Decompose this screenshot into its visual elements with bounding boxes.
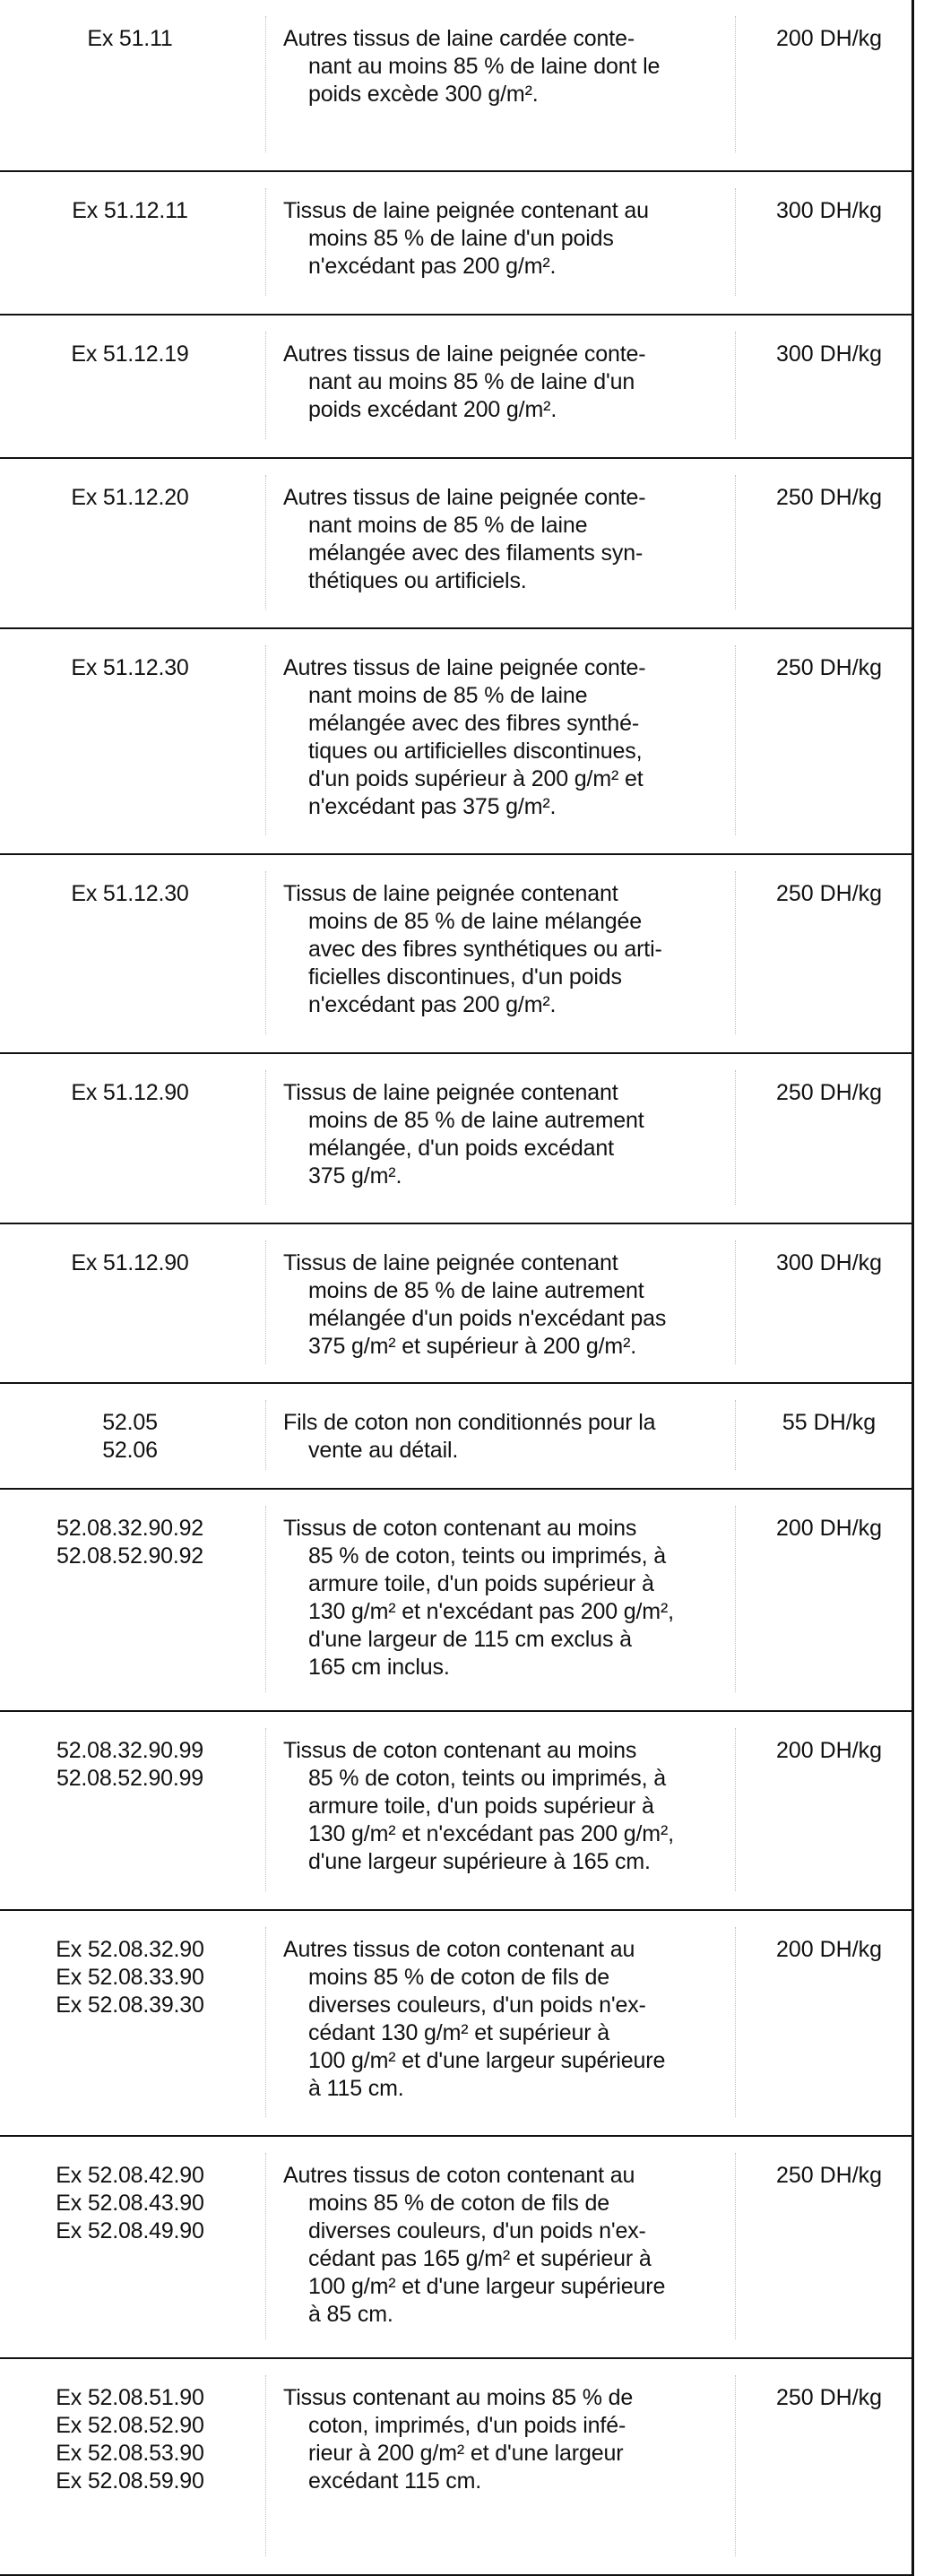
description-line: moins de 85 % de laine mélangée [308,909,642,934]
table-row [0,1712,911,1911]
product-description [283,1515,716,1681]
description-line: Tissus de coton contenant au moins [283,1516,637,1541]
description-line: 130 g/m² et n'excédant pas 200 g/m², [308,1599,674,1624]
table-row [0,2359,911,2576]
product-description [283,2162,716,2329]
description-line: Tissus de laine peignée contenant au [283,198,649,223]
table-row [0,1054,911,1224]
description-line: d'une largeur de 115 cm exclus à [308,1627,632,1652]
tariff-code: Ex 51.12.19 [71,341,189,367]
column-divider [735,2153,737,2339]
description-line: 85 % de coton, teints ou imprimés, à [308,1543,666,1569]
column-divider [265,871,267,1034]
tariff-code: Ex 52.08.51.90 Ex 52.08.52.90 Ex 52.08.53.90 Ex 52.08.59.90 [56,2385,204,2494]
tariff-code: 52.08.32.90.99 52.08.52.90.99 [56,1738,204,1791]
column-divider [265,1400,267,1470]
duty-rate: 300 DH/kg [775,341,883,367]
description-line: nant moins de 85 % de laine [308,683,588,708]
duty-rate: 300 DH/kg [775,198,883,223]
description-line: Autres tissus de laine peignée conte- [283,655,646,680]
description-line: 100 g/m² et d'une largeur supérieure [308,2274,666,2299]
tariff-code: Ex 51.12.11 [72,198,188,223]
table-row [0,0,911,172]
description-line: armure toile, d'un poids supérieur à [308,1794,654,1819]
description-line: excédant 115 cm. [308,2468,482,2494]
description-line: diverses couleurs, d'un poids n'ex- [308,2218,646,2243]
table-row [0,1911,911,2137]
column-divider [735,1506,737,1692]
description-line: mélangée d'un poids n'excédant pas [308,1306,667,1331]
description-line: 100 g/m² et d'une largeur supérieure [308,2048,666,2073]
column-divider [735,475,737,609]
description-line: Autres tissus de laine peignée conte- [283,485,646,510]
description-line: n'excédant pas 200 g/m². [308,254,557,279]
table-row [0,629,911,855]
description-line: n'excédant pas 200 g/m². [308,992,557,1017]
column-divider [735,871,737,1034]
description-line: 375 g/m² et supérieur à 200 g/m². [308,1334,637,1359]
product-description [283,1936,716,2103]
description-line: mélangée avec des fibres synthé- [308,711,640,736]
tariff-code: Ex 52.08.32.90 Ex 52.08.33.90 Ex 52.08.39.30 [56,1937,204,2018]
description-line: cédant 130 g/m² et supérieur à [308,2020,609,2045]
product-description [283,2384,716,2495]
description-line: Tissus de coton contenant au moins [283,1738,637,1763]
description-line: cédant pas 165 g/m² et supérieur à [308,2246,652,2271]
product-description [283,25,716,108]
tariff-code: 52.05 52.06 [102,1410,158,1463]
description-line: Tissus de laine peignée contenant [283,881,618,906]
column-divider [735,1927,737,2117]
column-divider [265,645,267,835]
description-line: vente au détail. [308,1438,459,1463]
column-divider [265,2153,267,2339]
tariff-code: Ex 52.08.42.90 Ex 52.08.43.90 Ex 52.08.49.90 [56,2163,204,2243]
description-line: Autres tissus de coton contenant au [283,1937,635,1962]
description-line: Autres tissus de laine peignée conte- [283,341,646,367]
description-line: nant moins de 85 % de laine [308,513,588,538]
product-description [283,1409,716,1465]
column-divider [735,1400,737,1470]
column-divider [735,1728,737,1891]
column-divider [265,332,267,439]
duty-rate: 200 DH/kg [775,1738,883,1763]
column-divider [265,1728,267,1891]
description-line: 375 g/m². [308,1163,402,1189]
column-divider [735,645,737,835]
description-line: 85 % de coton, teints ou imprimés, à [308,1766,666,1791]
table-row [0,459,911,629]
description-line: rieur à 200 g/m² et d'une largeur [308,2441,624,2466]
product-description [283,1249,716,1361]
column-divider [265,1927,267,2117]
description-line: nant au moins 85 % de laine dont le [308,54,661,79]
duty-rate: 200 DH/kg [775,1516,883,1541]
duty-rate: 250 DH/kg [775,655,883,680]
column-divider [735,188,737,296]
duty-rate: 250 DH/kg [775,485,883,510]
description-line: mélangée avec des filaments syn- [308,540,644,566]
description-line: avec des fibres synthétiques ou arti- [308,937,662,962]
column-divider [265,475,267,609]
column-divider [735,16,737,152]
table-row [0,1224,911,1384]
product-description [283,484,716,595]
table-row [0,1490,911,1712]
description-line: d'un poids supérieur à 200 g/m² et [308,766,644,791]
description-line: à 85 cm. [308,2302,393,2327]
description-line: ficielles discontinues, d'un poids [308,964,622,990]
duty-rate: 300 DH/kg [775,1250,883,1275]
tariff-code: Ex 51.12.20 [71,485,189,510]
description-line: poids excédant 200 g/m². [308,397,557,422]
table-row [0,855,911,1054]
description-line: d'une largeur supérieure à 165 cm. [308,1849,651,1874]
column-divider [735,2375,737,2556]
column-divider [265,16,267,152]
column-divider [265,1506,267,1692]
table-row [0,2137,911,2359]
table-row [0,172,911,316]
description-line: moins 85 % de laine d'un poids [308,226,614,251]
tariff-code: Ex 51.12.90 [71,1250,189,1275]
column-divider [265,188,267,296]
description-line: mélangée, d'un poids excédant [308,1136,614,1161]
description-line: Tissus de laine peignée contenant [283,1250,618,1275]
column-divider [735,332,737,439]
table-row [0,316,911,459]
description-line: Tissus de laine peignée contenant [283,1080,618,1105]
description-line: coton, imprimés, d'un poids infé- [308,2413,626,2438]
tariff-code: Ex 51.11 [87,26,173,51]
description-line: moins de 85 % de laine autrement [308,1108,644,1133]
column-divider [265,1070,267,1205]
column-divider [265,2375,267,2556]
tariff-code: Ex 51.12.30 [71,655,189,680]
description-line: Fils de coton non conditionnés pour la [283,1410,656,1435]
product-description [283,341,716,424]
description-line: moins de 85 % de laine autrement [308,1278,644,1303]
duty-rate: 250 DH/kg [775,2385,883,2410]
column-divider [735,1070,737,1205]
duty-rate: 200 DH/kg [775,26,883,51]
table-row [0,1384,911,1490]
description-line: armure toile, d'un poids supérieur à [308,1571,654,1596]
product-description [283,197,716,281]
tariff-code: Ex 51.12.90 [71,1080,189,1105]
duty-rate: 250 DH/kg [775,2163,883,2188]
duty-rate: 250 DH/kg [775,1080,883,1105]
description-line: 165 cm inclus. [308,1655,450,1680]
description-line: à 115 cm. [308,2076,404,2101]
duty-rate: 200 DH/kg [775,1937,883,1962]
product-description [283,880,716,1019]
description-line: 130 g/m² et n'excédant pas 200 g/m², [308,1821,674,1846]
product-description [283,1737,716,1876]
description-line: thétiques ou artificiels. [308,568,527,593]
description-line: moins 85 % de coton de fils de [308,1965,609,1990]
description-line: Autres tissus de laine cardée conte- [283,26,635,51]
description-line: diverses couleurs, d'un poids n'ex- [308,1993,646,2018]
column-divider [735,1240,737,1364]
description-line: nant au moins 85 % de laine d'un [308,369,635,394]
column-divider [265,1240,267,1364]
duty-rate: 55 DH/kg [782,1410,877,1435]
description-line: tiques ou artificielles discontinues, [308,739,643,764]
description-line: moins 85 % de coton de fils de [308,2191,609,2216]
description-line: n'excédant pas 375 g/m². [308,794,557,819]
product-description [283,1079,716,1190]
tariff-code: 52.08.32.90.92 52.08.52.90.92 [56,1516,204,1569]
tariff-code: Ex 51.12.30 [71,881,189,906]
description-line: poids excède 300 g/m². [308,82,539,107]
description-line: Autres tissus de coton contenant au [283,2163,635,2188]
duty-rate: 250 DH/kg [775,881,883,906]
product-description [283,654,716,821]
description-line: Tissus contenant au moins 85 % de [283,2385,634,2410]
